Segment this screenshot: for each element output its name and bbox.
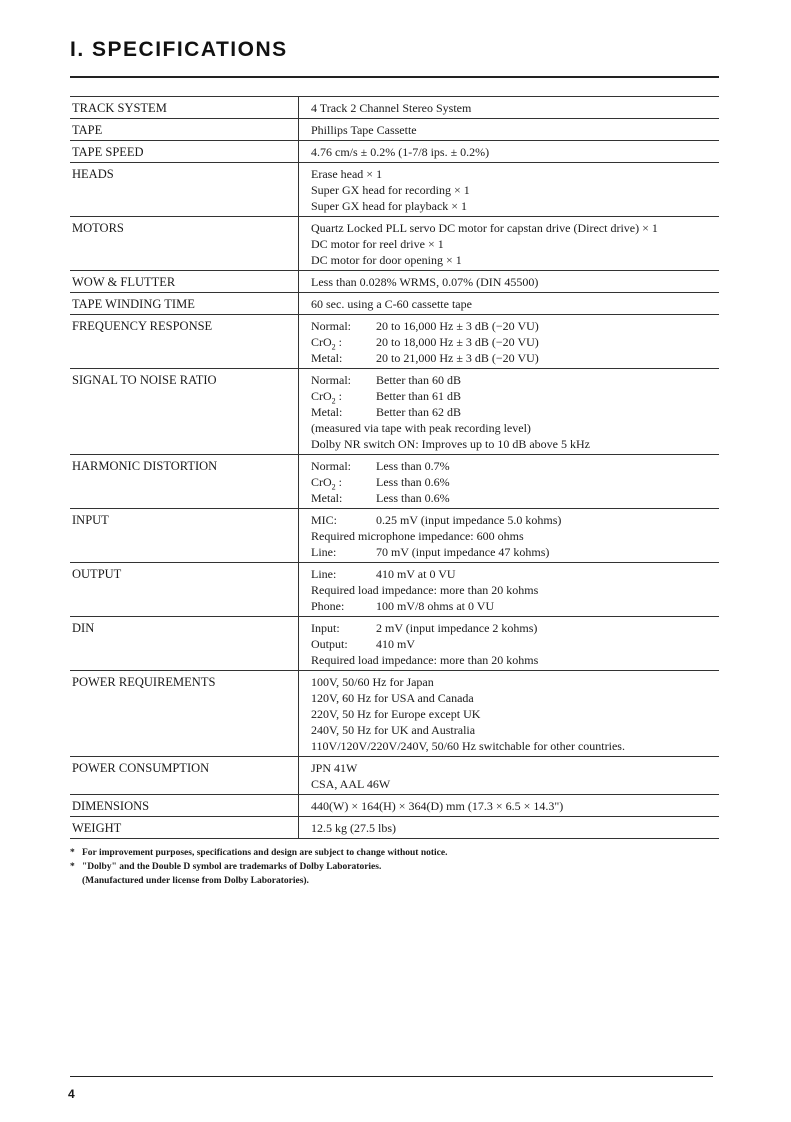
spec-value-line: Dolby NR switch ON: Improves up to 10 dB above 5 kHz <box>311 437 590 451</box>
spec-row <box>70 292 719 314</box>
spec-value-line: Phillips Tape Cassette <box>311 123 417 137</box>
spec-label: TAPE SPEED <box>72 145 144 159</box>
spec-subvalue: 2 mV (input impedance 2 kohms) <box>376 621 538 635</box>
spec-value-line <box>311 566 719 582</box>
spec-subvalue: 20 to 21,000 Hz ± 3 dB (−20 VU) <box>376 351 539 365</box>
spec-value <box>298 141 719 162</box>
spec-label: FREQUENCY RESPONSE <box>72 319 213 333</box>
spec-subvalue: Less than 0.6% <box>376 475 450 489</box>
spec-label: HEADS <box>72 167 114 181</box>
spec-row <box>70 96 719 118</box>
spec-label: DIN <box>72 621 95 635</box>
spec-value-line: JPN 41W <box>311 761 358 775</box>
spec-subvalue: Less than 0.6% <box>376 491 450 505</box>
spec-sublabel: Input: <box>311 621 340 635</box>
spec-value-line: DC motor for reel drive × 1 <box>311 237 444 251</box>
spec-value <box>298 369 719 454</box>
spec-subvalue: Better than 62 dB <box>376 405 461 419</box>
spec-row <box>70 314 719 368</box>
spec-row <box>70 794 719 816</box>
spec-value-line: Quartz Locked PLL servo DC motor for capstan drive (Direct drive) × 1 <box>311 221 658 235</box>
spec-label: TAPE <box>72 123 103 137</box>
spec-value-line: 120V, 60 Hz for USA and Canada <box>311 691 474 705</box>
spec-value-line <box>311 404 719 420</box>
spec-value <box>298 455 719 508</box>
spec-sublabel: Normal: <box>311 373 351 387</box>
footnote: * "Dolby" and the Double D symbol are trademarks of Dolby Laboratories. <box>70 860 447 874</box>
spec-value-line: 100V, 50/60 Hz for Japan <box>311 675 434 689</box>
spec-sublabel: MIC: <box>311 513 338 527</box>
spec-value-line: Super GX head for playback × 1 <box>311 199 468 213</box>
spec-label: INPUT <box>72 513 109 527</box>
spec-label: WEIGHT <box>72 821 122 835</box>
specifications-table <box>70 96 719 839</box>
spec-value <box>298 617 719 670</box>
spec-value-line: 4.76 cm/s ± 0.2% (1-7/8 ips. ± 0.2%) <box>311 145 490 159</box>
spec-value-line <box>311 458 719 474</box>
spec-value-line <box>311 636 719 652</box>
spec-value-line: 4 Track 2 Channel Stereo System <box>311 101 472 115</box>
spec-label: TRACK SYSTEM <box>72 101 167 115</box>
spec-value-line <box>311 350 719 366</box>
spec-value-line <box>311 474 719 490</box>
page-title: I. SPECIFICATIONS <box>70 38 288 61</box>
spec-row <box>70 118 719 140</box>
spec-row <box>70 216 719 270</box>
spec-label: POWER REQUIREMENTS <box>72 675 216 689</box>
spec-sublabel: Phone: <box>311 599 345 613</box>
spec-subvalue: Less than 0.7% <box>376 459 450 473</box>
spec-label: MOTORS <box>72 221 124 235</box>
footnotes <box>70 846 447 888</box>
spec-value-line <box>311 598 719 614</box>
spec-sublabel: Metal: <box>311 405 343 419</box>
spec-label: SIGNAL TO NOISE RATIO <box>72 373 217 387</box>
spec-value-line: 440(W) × 164(H) × 364(D) mm (17.3 × 6.5 × 14.3") <box>311 799 564 813</box>
spec-sublabel: Normal: <box>311 319 351 333</box>
footnote: * For improvement purposes, specifications and design are subject to change without notice. <box>70 846 447 860</box>
spec-row <box>70 162 719 216</box>
spec-value <box>298 271 719 292</box>
spec-subvalue: 0.25 mV (input impedance 5.0 kohms) <box>376 513 562 527</box>
spec-sublabel: Normal: <box>311 459 351 473</box>
spec-subvalue: Better than 60 dB <box>376 373 461 387</box>
footnote-continuation: (Manufactured under license from Dolby Laboratories). <box>82 876 309 886</box>
page-number: 4 <box>68 1087 75 1101</box>
spec-row <box>70 140 719 162</box>
spec-subvalue: 100 mV/8 ohms at 0 VU <box>376 599 495 613</box>
spec-sublabel: Line: <box>311 545 337 559</box>
spec-label: WOW & FLUTTER <box>72 275 176 289</box>
spec-subvalue: 20 to 18,000 Hz ± 3 dB (−20 VU) <box>376 335 539 349</box>
spec-value <box>298 817 719 838</box>
spec-value-line: 12.5 kg (27.5 lbs) <box>311 821 396 835</box>
spec-subvalue: Better than 61 dB <box>376 389 461 403</box>
spec-row <box>70 454 719 508</box>
spec-value-line: Less than 0.028% WRMS, 0.07% (DIN 45500) <box>311 275 539 289</box>
spec-value-line <box>311 490 719 506</box>
spec-value-line <box>311 512 719 528</box>
spec-subvalue: 20 to 16,000 Hz ± 3 dB (−20 VU) <box>376 319 539 333</box>
spec-sublabel: CrO$_2$ : <box>311 389 343 406</box>
spec-value-line <box>311 544 719 560</box>
spec-label: DIMENSIONS <box>72 799 150 813</box>
spec-value <box>298 315 719 368</box>
spec-sublabel: CrO$_2$ : <box>311 335 343 352</box>
spec-subvalue: 70 mV (input impedance 47 kohms) <box>376 545 550 559</box>
spec-row <box>70 616 719 670</box>
spec-sublabel: CrO$_2$ : <box>311 475 343 492</box>
spec-value <box>298 795 719 816</box>
spec-value-line: 240V, 50 Hz for UK and Australia <box>311 723 476 737</box>
spec-value-line: Super GX head for recording × 1 <box>311 183 470 197</box>
spec-value-line: Erase head × 1 <box>311 167 383 181</box>
spec-value-line: Required microphone impedance: 600 ohms <box>311 529 524 543</box>
spec-sublabel: Metal: <box>311 351 343 365</box>
spec-value <box>298 163 719 216</box>
spec-subvalue: 410 mV at 0 VU <box>376 567 456 581</box>
spec-value <box>298 563 719 616</box>
spec-row <box>70 562 719 616</box>
spec-value-line: 60 sec. using a C-60 cassette tape <box>311 297 472 311</box>
spec-row <box>70 368 719 454</box>
spec-value-line: (measured via tape with peak recording level) <box>311 421 531 435</box>
spec-value <box>298 217 719 270</box>
spec-sublabel: Metal: <box>311 491 343 505</box>
spec-value-line <box>311 620 719 636</box>
spec-subvalue: 410 mV <box>376 637 415 651</box>
spec-value-line <box>311 318 719 334</box>
spec-label: OUTPUT <box>72 567 122 581</box>
spec-sublabel: Output: <box>311 637 348 651</box>
spec-value-line <box>311 334 719 350</box>
spec-value-line: 110V/120V/220V/240V, 50/60 Hz switchable for other countries. <box>311 739 625 753</box>
spec-row <box>70 670 719 756</box>
spec-row <box>70 508 719 562</box>
spec-value <box>298 509 719 562</box>
spec-row <box>70 270 719 292</box>
spec-value <box>298 293 719 314</box>
spec-value-line <box>311 372 719 388</box>
title-rule <box>70 76 719 78</box>
spec-sublabel: Line: <box>311 567 337 581</box>
spec-value <box>298 671 719 756</box>
spec-row <box>70 756 719 794</box>
spec-value <box>298 97 719 118</box>
spec-value-line: Required load impedance: more than 20 kohms <box>311 583 539 597</box>
spec-value-line: 220V, 50 Hz for Europe except UK <box>311 707 481 721</box>
spec-value-line: CSA, AAL 46W <box>311 777 391 791</box>
spec-value-line <box>311 388 719 404</box>
footer-rule <box>70 1076 713 1077</box>
spec-value <box>298 119 719 140</box>
spec-value-line: DC motor for door opening × 1 <box>311 253 462 267</box>
spec-label: HARMONIC DISTORTION <box>72 459 218 473</box>
spec-value-line: Required load impedance: more than 20 kohms <box>311 653 539 667</box>
spec-label: POWER CONSUMPTION <box>72 761 210 775</box>
spec-label: TAPE WINDING TIME <box>72 297 195 311</box>
spec-row <box>70 816 719 839</box>
spec-value <box>298 757 719 794</box>
